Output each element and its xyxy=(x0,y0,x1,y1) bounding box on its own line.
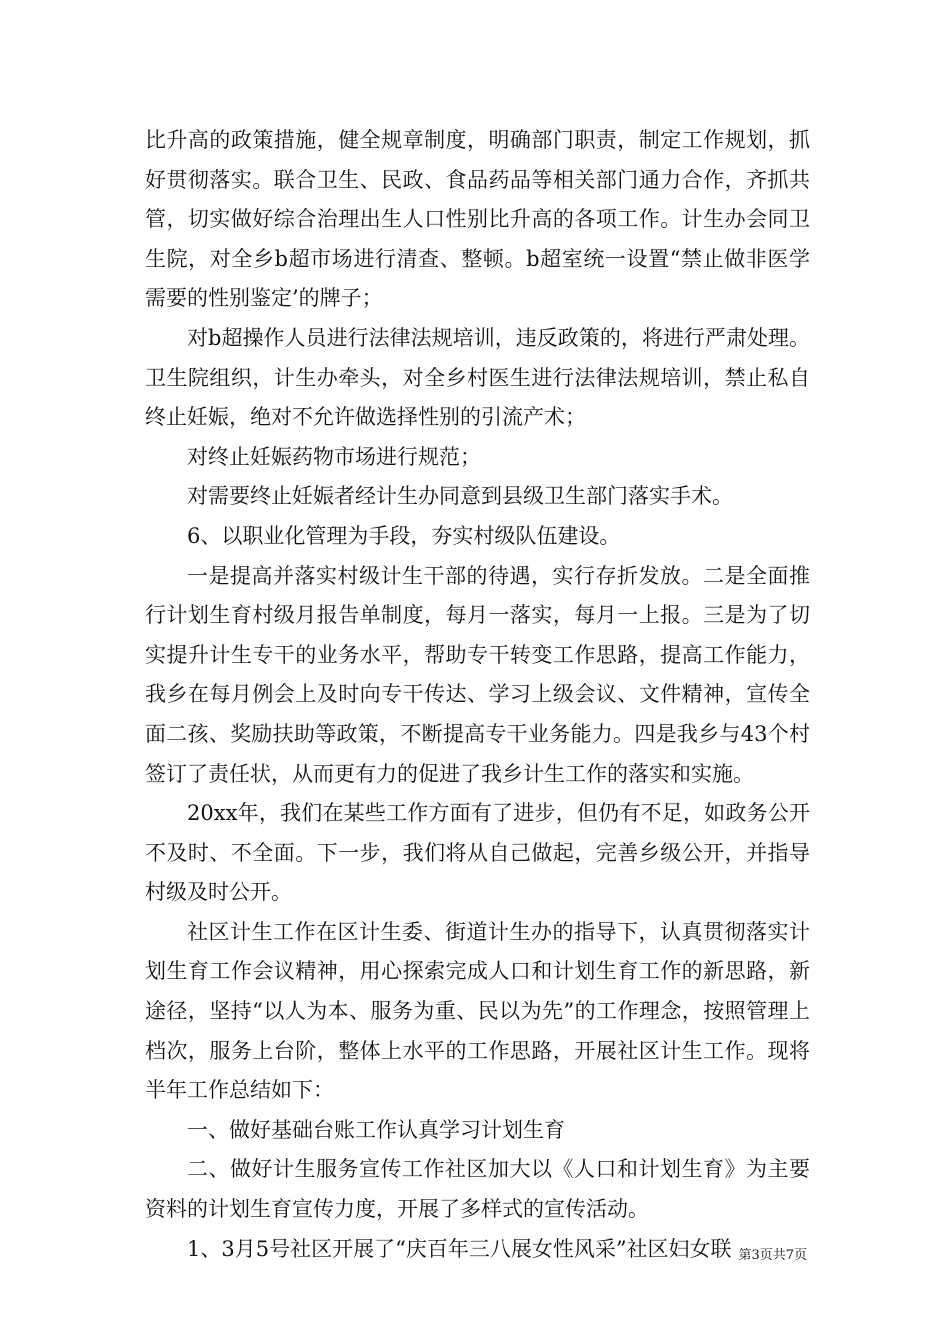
paragraph-6: 一是提高并落实村级计生干部的待遇，实行存折发放。二是全面推行计划生育村级月报告单制度，每月一落实，每月一上报。三是为了切实提升计生专干的业务水平，帮助专干转变工作思路，提高工作能力，我乡在每月例会上及时向专干传达、学习上级会议、文件精神，宣传全面二孩、奖励扶助等政策，不断提高专干业务能力。四是我乡与43个村签订了责任状，从而更有力的促进了我乡计生工作的落实和实施。 xyxy=(145,563,810,786)
document-body xyxy=(145,121,810,1269)
paragraph-10: 二、做好计生服务宣传工作社区加大以《人口和计划生育》为主要资料的计划生育宣传力度，开展了多样式的宣传活动。 xyxy=(145,1157,810,1222)
paragraph-7: 20xx年，我们在某些工作方面有了进步，但仍有不足，如政务公开不及时、不全面。下一步，我们将从自己做起，完善乡级公开，并指导村级及时公开。 xyxy=(145,801,810,905)
paragraph-4: 对需要终止妊娠者经计生办同意到县级卫生部门落实手术。 xyxy=(187,484,733,509)
paragraph-8: 社区计生工作在区计生委、街道计生办的指导下，认真贯彻落实计划生育工作会议精神，用心探索完成人口和计划生育工作的新思路，新途径，坚持“以人为本、服务为重、民以为先”的工作理念，按照管理上档次，服务上台阶，整体上水平的工作思路，开展社区计生工作。现将半年工作总结如下： xyxy=(145,919,810,1103)
paragraph-5: 6、以职业化管理为手段，夯实村级队伍建设。 xyxy=(187,523,621,548)
paragraph-9: 一、做好基础台账工作认真学习计划生育 xyxy=(187,1117,565,1142)
paragraph-11: 1、3月5号社区开展了“庆百年三八展女性风采”社区妇女联 xyxy=(187,1236,732,1261)
page-number: 第3页共7页 xyxy=(738,1248,807,1263)
paragraph-3: 对终止妊娠药物市场进行规范； xyxy=(187,444,481,469)
paragraph-2: 对b超操作人员进行法律法规培训，违反政策的，将进行严肃处理。卫生院组织，计生办牵头，对全乡村医生进行法律法规培训，禁止私自终止妊娠，绝对不允许做选择性别的引流产术； xyxy=(145,325,810,430)
paragraph-1: 比升高的政策措施，健全规章制度，明确部门职责，制定工作规划，抓好贯彻落实。联合卫生、民政、食品药品等相关部门通力合作，齐抓共管，切实做好综合治理出生人口性别比升高的各项工作。计生办会同卫生院，对全乡b超市场进行清查、整顿。b超室统一设置“禁止做非医学需要的性别鉴定’的牌子； xyxy=(145,128,810,311)
